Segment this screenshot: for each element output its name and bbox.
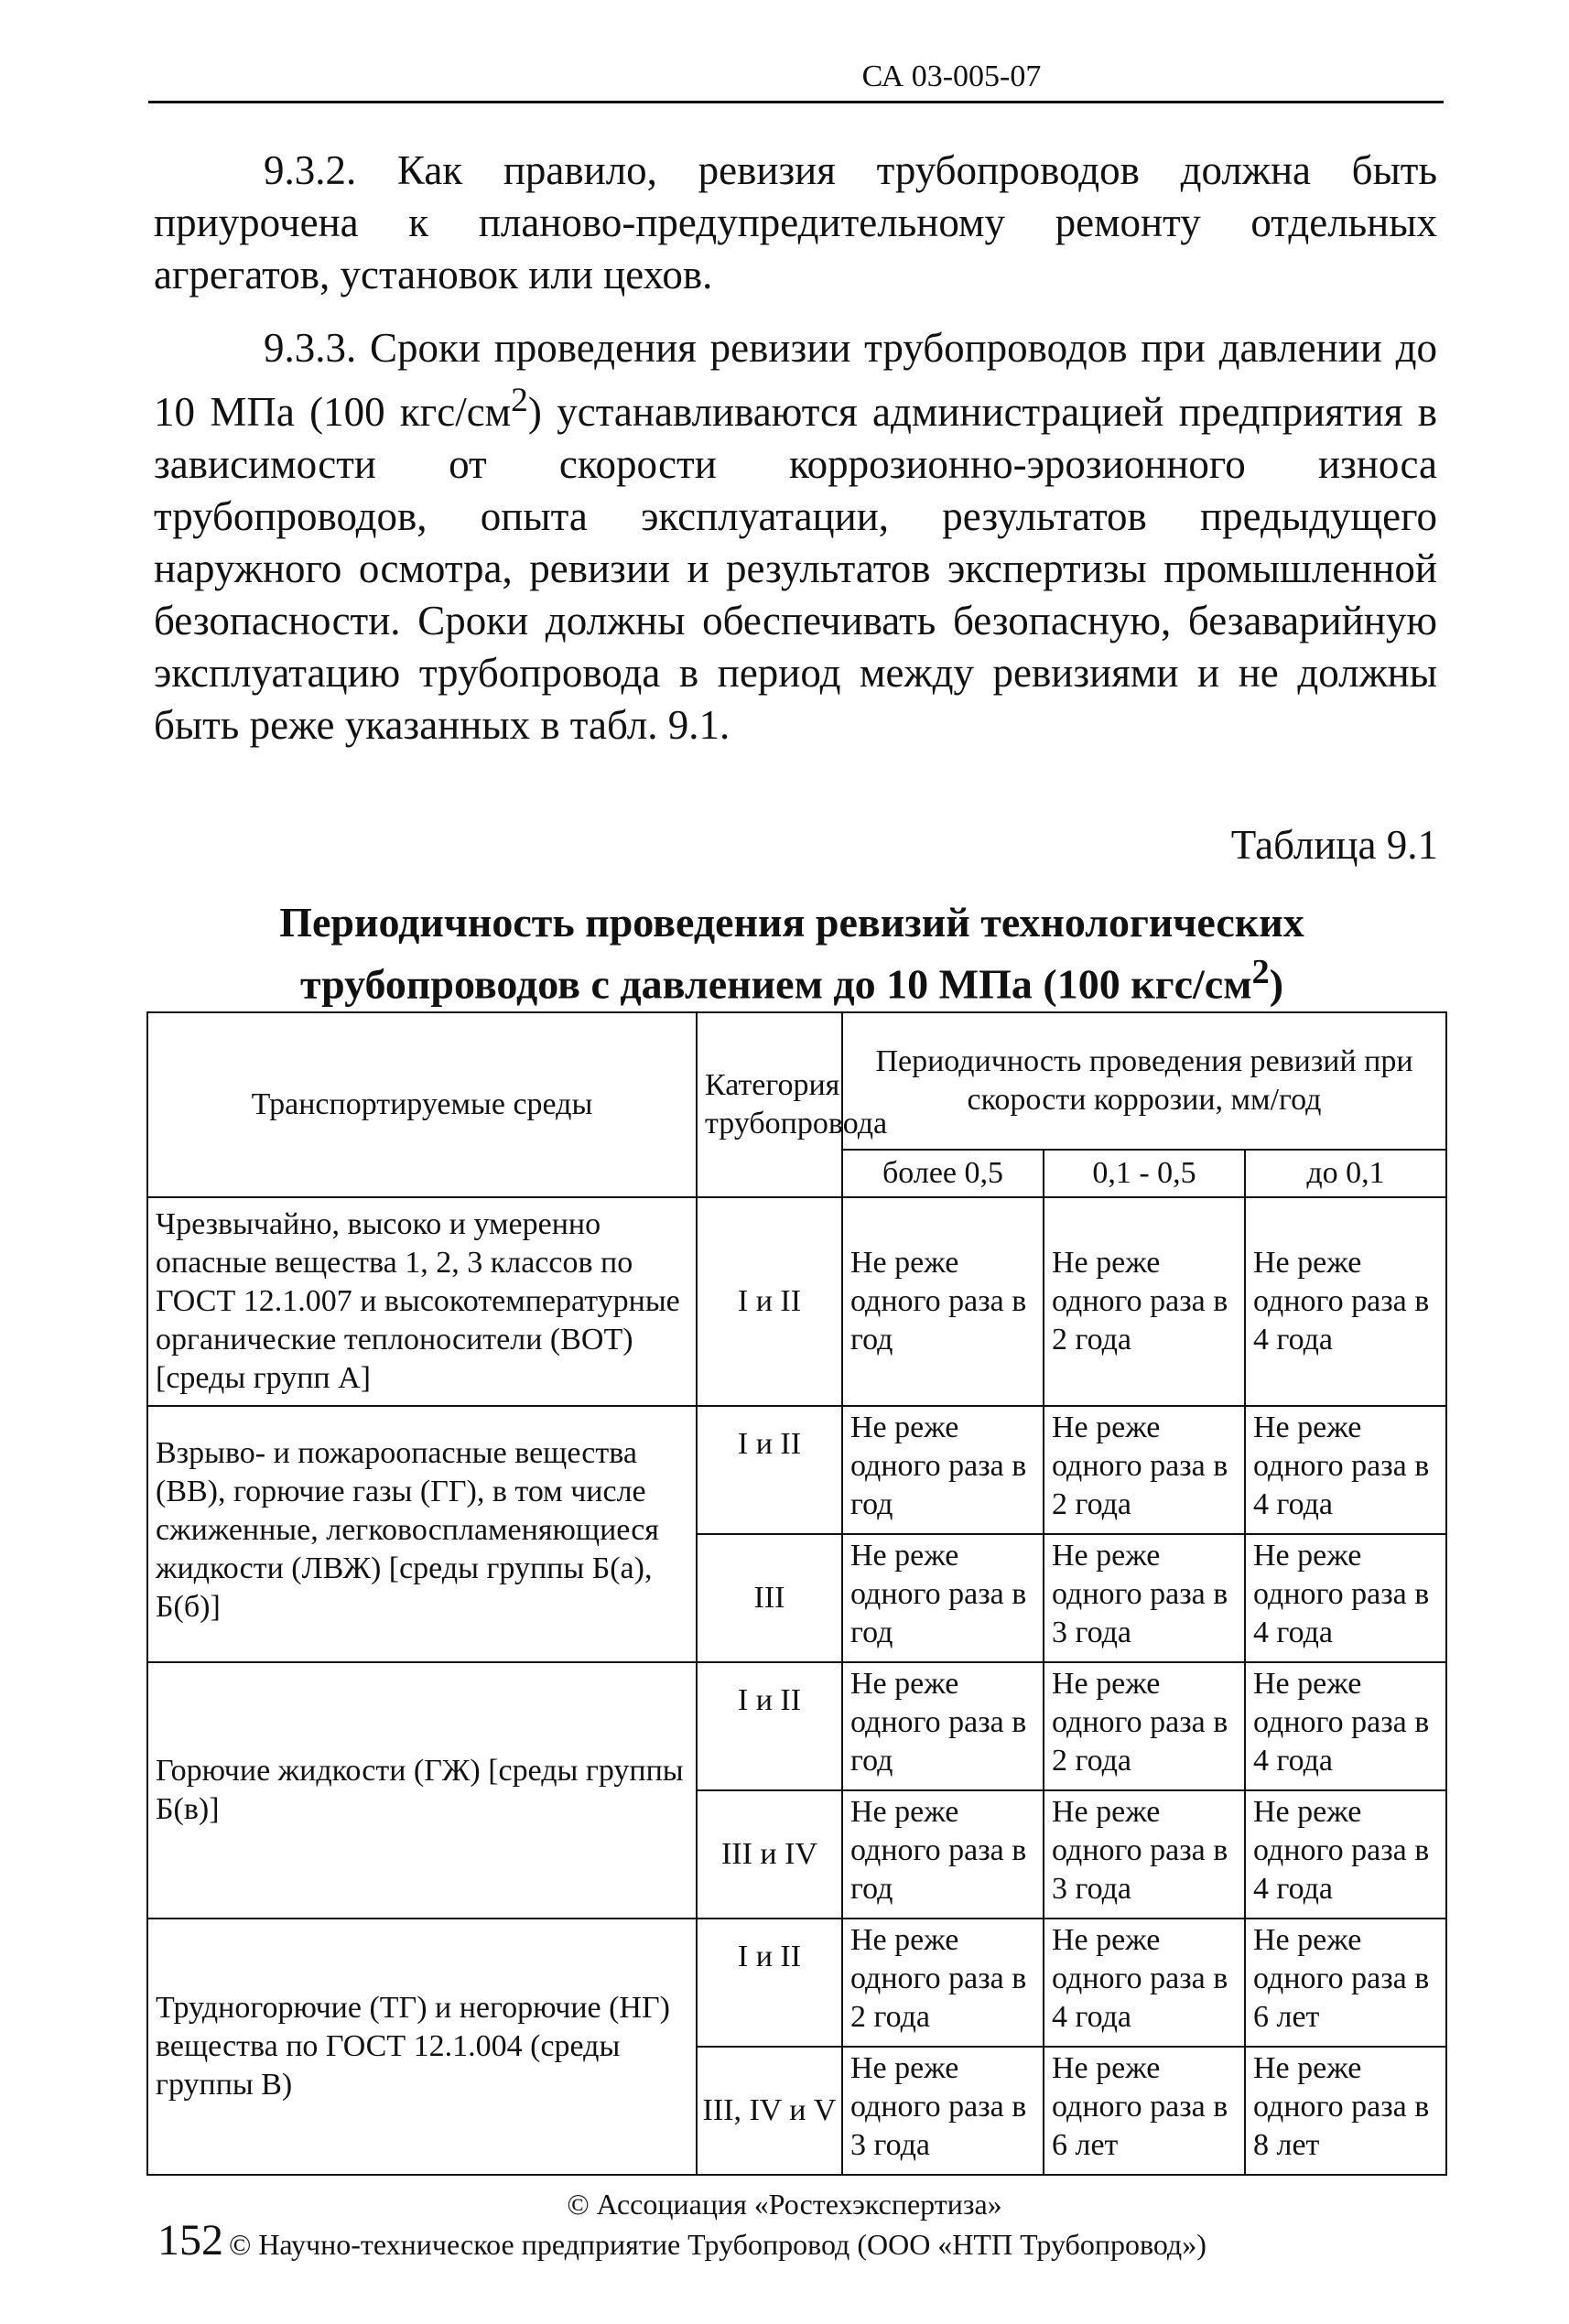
period-cell: Не реже одного раза в год: [842, 1790, 1044, 1919]
period-cell: Не реже одного раза в 4 года: [1245, 1197, 1446, 1406]
table-title: [146, 897, 1437, 1009]
period-cell: Не реже одного раза в 4 года: [1245, 1534, 1446, 1662]
period-cell: Не реже одного раза в год: [842, 1406, 1044, 1534]
footer-rule: [148, 2174, 1375, 2176]
category-cell: I и II: [697, 1406, 842, 1534]
header-media: Транспортируемые среды: [147, 1012, 697, 1197]
media-cell: Горючие жидкости (ГЖ) [среды группы Б(в)]: [147, 1662, 697, 1919]
period-cell: Не реже одного раза в 4 года: [1245, 1790, 1446, 1919]
category-cell: I и II: [697, 1662, 842, 1790]
table-row: [147, 1406, 1446, 1534]
paragraph-9-3-3-text-a: 9.3.3. Сроки проведения ревизии трубопроводов при давлении до 10 МПа (100 кгс/см: [154, 325, 1437, 435]
category-cell: III: [697, 1534, 842, 1662]
table-label: Таблица 9.1: [1230, 822, 1438, 868]
paragraph-9-3-2-text: 9.3.2. Как правило, ревизия трубопроводов должна быть приурочена к планово-предупредительному ремонту отдельных агрегатов, установок или цехов.: [154, 147, 1437, 297]
header-rate-1: более 0,5: [842, 1150, 1044, 1197]
table-header-row: [147, 1012, 1446, 1150]
copyright-company: © Научно-техническое предприятие Трубопровод (ООО «НТП Трубопровод»): [229, 2228, 1207, 2261]
category-cell: I и II: [697, 1919, 842, 2047]
header-rate-3: до 0,1: [1245, 1150, 1446, 1197]
period-cell: Не реже одного раза в год: [842, 1197, 1044, 1406]
paragraph-9-3-3: [154, 322, 1437, 751]
paragraph-9-3-3-text-b: ) устанавливаются администрацией предприятия в зависимости от скорости коррозионно-эрозионного износа трубопроводов, опыта эксплуатации, результатов предыдущего наружного осмотра, ревизии и результатов экспертизы промышленной безопасности. Сроки должны обеспечивать безопасную, безаварийную эксплуатацию трубопровода в период между ревизиями и не должны быть реже указанных в табл. 9.1.: [154, 389, 1437, 748]
superscript: 2: [511, 382, 528, 419]
copyright-association: © Ассоциация «Ростехэкспертиза»: [567, 2188, 1002, 2221]
period-cell: Не реже одного раза в 2 года: [1044, 1662, 1245, 1790]
period-cell: Не реже одного раза в 3 года: [842, 2047, 1044, 2175]
period-cell: Не реже одного раза в 6 лет: [1245, 1919, 1446, 2047]
document-code: СА 03-005-07: [861, 59, 1042, 93]
category-cell: I и II: [697, 1197, 842, 1406]
page-number: 152: [157, 2216, 223, 2265]
category-cell: III, IV и V: [697, 2047, 842, 2175]
superscript: 2: [1251, 953, 1270, 991]
period-cell: Не реже одного раза в 2 года: [1044, 1406, 1245, 1534]
period-cell: Не реже одного раза в 8 лет: [1245, 2047, 1446, 2175]
table-row: [147, 1919, 1446, 2047]
period-cell: Не реже одного раза в 4 года: [1245, 1662, 1446, 1790]
period-cell: Не реже одного раза в 4 года: [1044, 1919, 1245, 2047]
running-header: [148, 53, 1444, 103]
media-cell: Трудногорючие (ТГ) и негорючие (НГ) вещества по ГОСТ 12.1.004 (среды группы В): [147, 1919, 697, 2175]
header-periodicity: Периодичность проведения ревизий при скорости коррозии, мм/год: [842, 1012, 1446, 1150]
table-title-text-b: ): [1269, 960, 1284, 1008]
media-cell: Взрыво- и пожароопасные вещества (ВВ), горючие газы (ГГ), в том числе сжиженные, легковоспламеняющиеся жидкости (ЛВЖ) [среды группы Б(а), Б(б)]: [147, 1406, 697, 1662]
table-row: [147, 1662, 1446, 1790]
media-cell: Чрезвычайно, высоко и умеренно опасные вещества 1, 2, 3 классов по ГОСТ 12.1.007 и высокотемпературные органические теплоносители (ВОТ) [среды групп А]: [147, 1197, 697, 1406]
period-cell: Не реже одного раза в год: [842, 1534, 1044, 1662]
category-cell: III и IV: [697, 1790, 842, 1919]
table-row: [147, 1197, 1446, 1406]
period-cell: Не реже одного раза в год: [842, 1662, 1044, 1790]
header-rate-2: 0,1 - 0,5: [1044, 1150, 1245, 1197]
header-category: Категория трубопровода: [697, 1012, 842, 1197]
table-title-text-a: Периодичность проведения ревизий технологических трубопроводов с давлением до 10 МПа (100 кгс/см: [279, 899, 1304, 1008]
period-cell: Не реже одного раза в 3 года: [1044, 1790, 1245, 1919]
period-cell: Не реже одного раза в 2 года: [1044, 1197, 1245, 1406]
period-cell: Не реже одного раза в 3 года: [1044, 1534, 1245, 1662]
period-cell: Не реже одного раза в 6 лет: [1044, 2047, 1245, 2175]
period-cell: Не реже одного раза в 2 года: [842, 1919, 1044, 2047]
revision-periodicity-table: [146, 1011, 1447, 2176]
period-cell: Не реже одного раза в 4 года: [1245, 1406, 1446, 1534]
paragraph-9-3-2: [154, 145, 1437, 301]
